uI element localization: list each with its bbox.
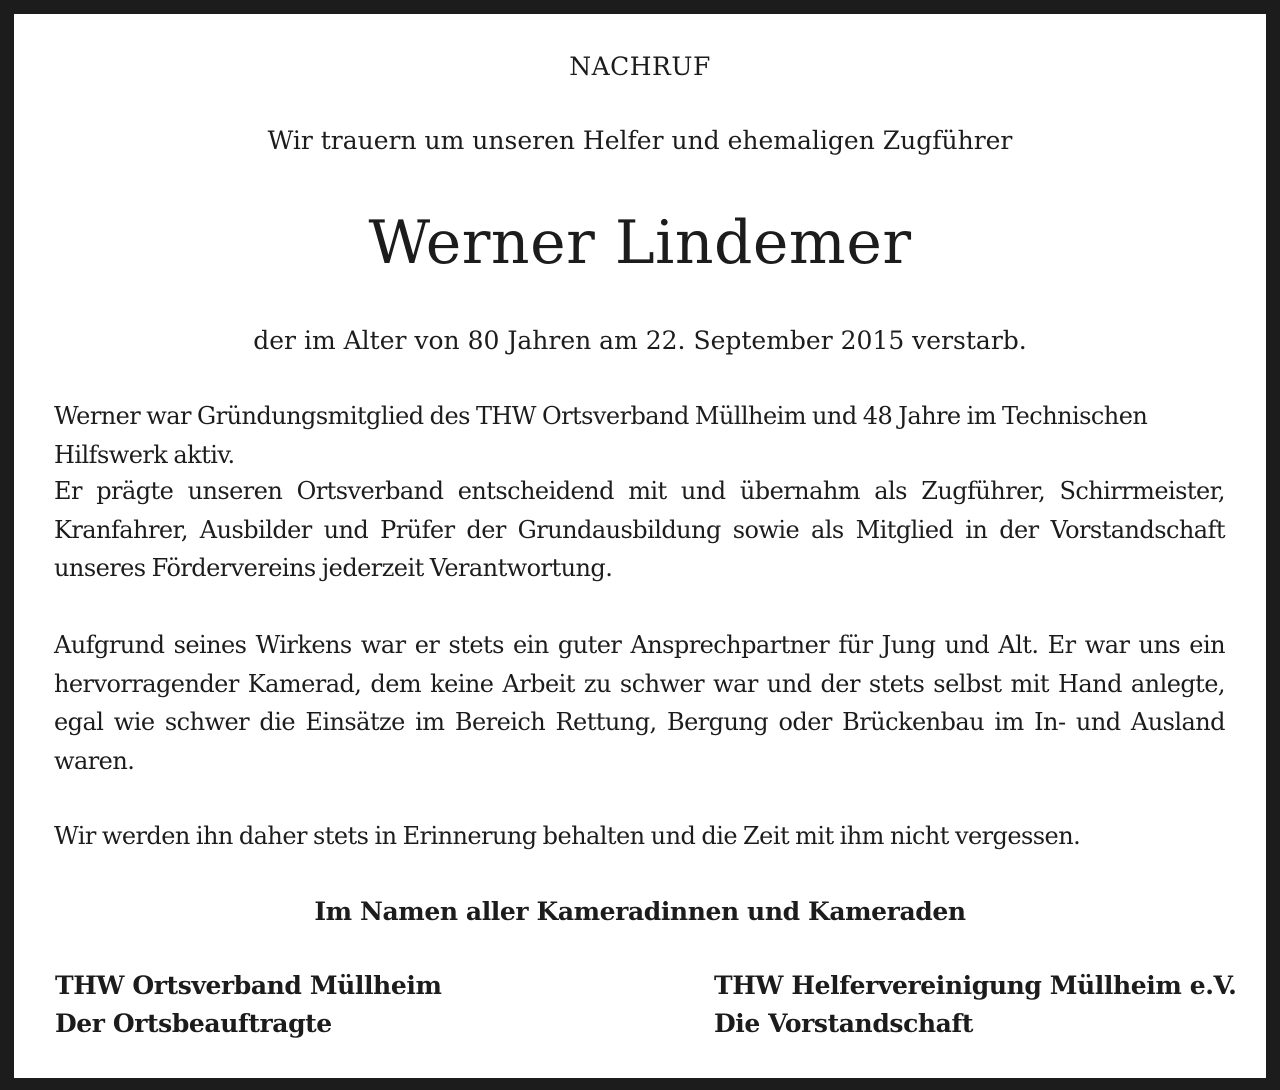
deceased-name: Werner Lindemer [368,208,912,278]
signature-left-organization: THW Ortsverband Müllheim [55,971,442,1000]
signature-right [714,967,1236,1043]
signature-right-role: Die Vorstandschaft [714,1009,973,1038]
signature-right-organization: THW Helfervereinigung Müllheim e.V. [714,971,1237,1000]
paragraph-membership: Werner war Gründungsmitglied des THW Ortsverband Müllheim und 48 Jahre im Technischen Hilfswerk aktiv. [54,402,1148,469]
paragraph-remembrance: Wir werden ihn daher stets in Erinnerung behalten und die Zeit mit ihm nicht vergessen. [54,822,1081,850]
signature-left-role: Der Ortsbeauftragte [55,1009,332,1038]
signature-left [55,967,442,1043]
closing-line: Im Namen aller Kameradinnen und Kameraden [314,897,966,926]
paragraph-character: Aufgrund seines Wirkens war er stets ein guter Ansprechpartner für Jung und Alt. Er war uns ein hervorragender Kamerad, dem keine Arbeit zu schwer war und der stets selbst mit Hand anlegte, egal wie schwer die Einsätze im Bereich Rettung, Bergung oder Brückenbau im In- und Ausland waren. [54,631,1225,775]
notice-label: NACHRUF [569,52,711,81]
intro-line: Wir trauern um unseren Helfer und ehemaligen Zugführer [267,126,1013,155]
age-line: der im Alter von 80 Jahren am 22. September 2015 verstarb. [253,326,1027,355]
paragraph-roles: Er prägte unseren Ortsverband entscheidend mit und übernahm als Zugführer, Schirrmeister, Kranfahrer, Ausbilder und Prüfer der Grundausbildung sowie als Mitglied in der Vorstandschaft unseres Fördervereins jederzeit Verantwortung. [54,477,1225,582]
